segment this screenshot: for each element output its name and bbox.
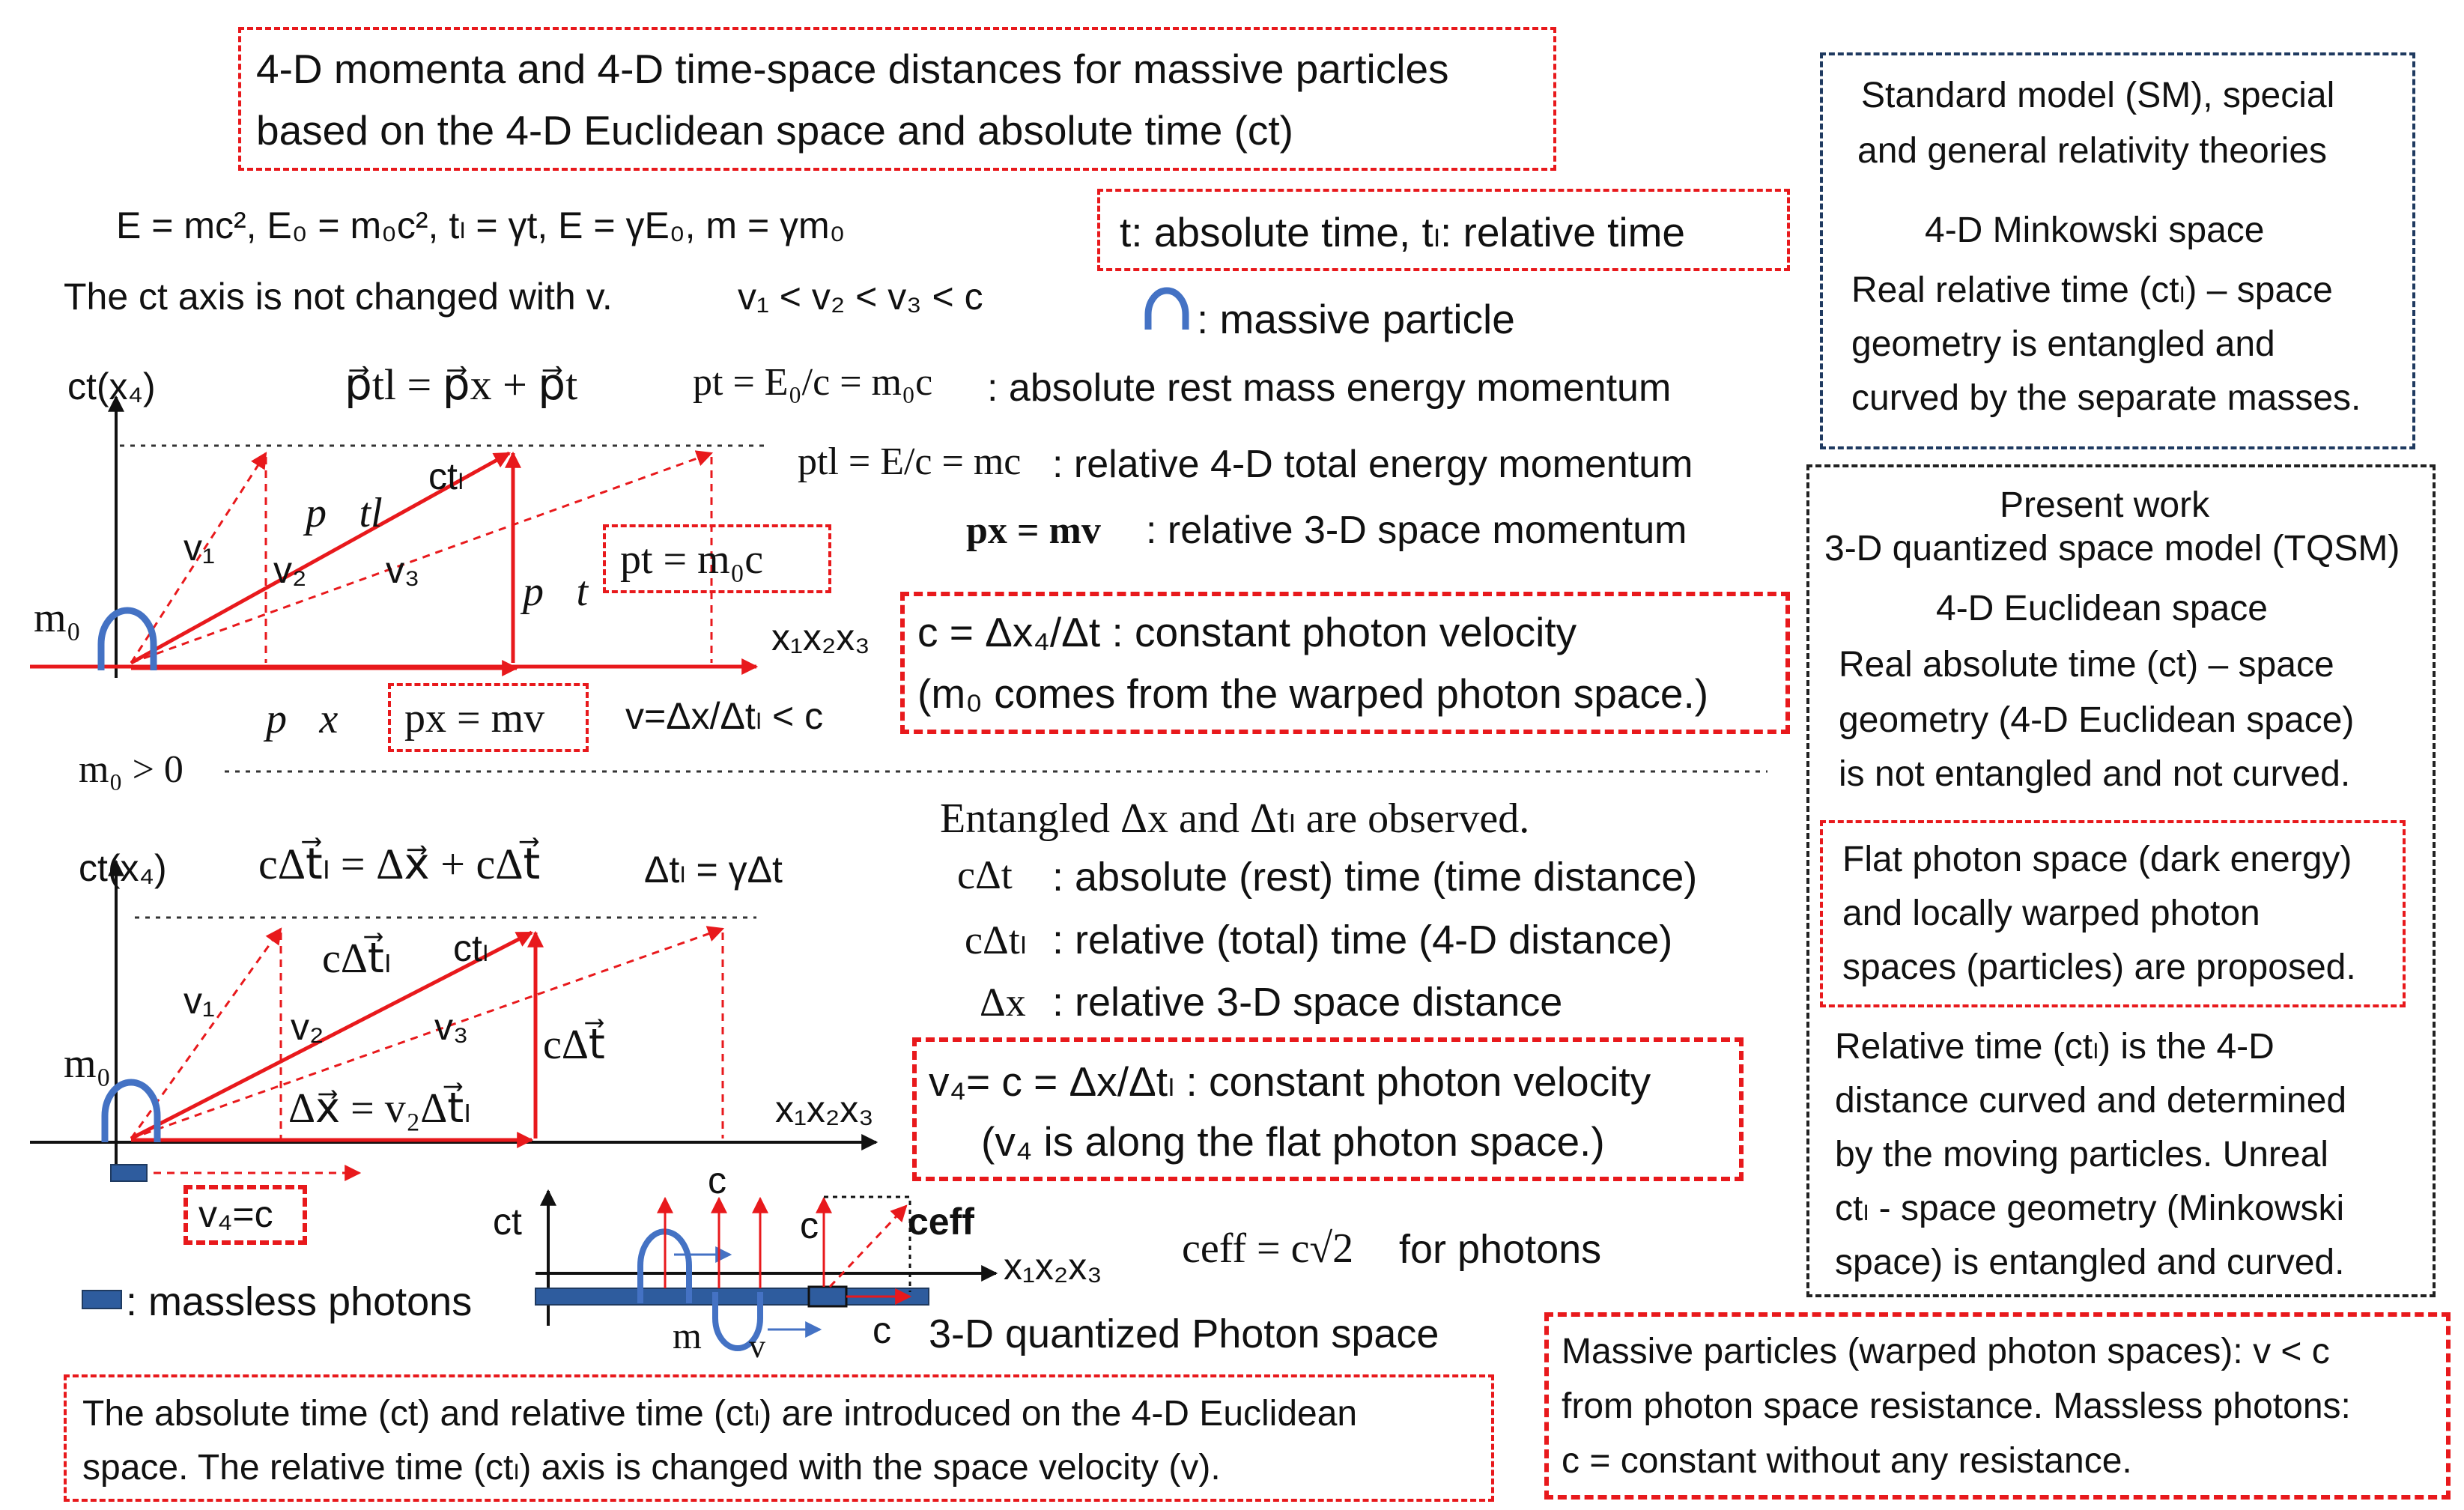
rel-time-symbol: cΔtₗ <box>965 918 1027 962</box>
present-line-5: geometry (4-D Euclidean space) <box>1839 700 2355 740</box>
massive-particle-legend-icon <box>1148 291 1186 330</box>
present-inner-line-1: Flat photon space (dark energy) <box>1842 840 2352 879</box>
massive-particle-legend: : massive particle <box>1197 296 1515 342</box>
v4-line-2: (v₄ is along the flat photon space.) <box>981 1118 1605 1165</box>
v4-line-1: v₄= c = Δx/Δtₗ : constant photon velocity <box>929 1058 1651 1105</box>
rel-time-description: : relative (total) time (4-D distance) <box>1052 918 1673 962</box>
ceff-equation: ceff = c√2 <box>1182 1225 1354 1272</box>
massive-box-line-2: from photon space resistance. Massless photons: <box>1562 1386 2351 1426</box>
photon-diagram-x-axis-label: x₁x₂x₃ <box>1004 1246 1102 1288</box>
diagram1-v1-label: v₁ <box>183 527 215 568</box>
diagram1-v-relation: v=Δx/Δtₗ < c <box>625 695 824 737</box>
present-line-8: distance curved and determined <box>1835 1081 2347 1121</box>
photon-space-label: 3-D quantized Photon space <box>929 1312 1439 1356</box>
diagram1-ptl-label: p⃗tl <box>306 490 383 536</box>
photon-ceff-label: ceff <box>908 1201 974 1243</box>
present-inner-line-2: and locally warped photon <box>1842 894 2260 933</box>
diagram2-cdt-label: cΔt⃗ <box>543 1022 605 1068</box>
abs-time-symbol: cΔt <box>957 852 1013 897</box>
ct-axis-note: The ct axis is not changed with v. <box>64 276 613 318</box>
diagram2-dx-label: Δx⃗ = v₂Δt⃗ₗ <box>288 1085 471 1132</box>
present-inner-line-3: spaces (particles) are proposed. <box>1842 947 2356 987</box>
space-distance-description: : relative 3-D space distance <box>1052 980 1563 1025</box>
entangled-heading: Entangled Δx and Δtₗ are observed. <box>940 795 1530 842</box>
present-line-9: by the moving particles. Unreal <box>1835 1135 2328 1174</box>
photon-diagram-ct-label: ct <box>493 1201 522 1243</box>
present-line-11: space) is entangled and curved. <box>1835 1243 2345 1282</box>
present-line-3: 4-D Euclidean space <box>1936 589 2268 628</box>
diagram1-v2-label: v₂ <box>273 549 307 591</box>
diagram2-v2-label: v₂ <box>291 1006 324 1048</box>
title-line-1: 4-D momenta and 4-D time-space distances for massive particles <box>256 46 1449 92</box>
sm-line-3: 4-D Minkowski space <box>1925 210 2265 250</box>
massive-box-line-3: c = constant without any resistance. <box>1562 1441 2132 1481</box>
photon-ceff-guide <box>824 1197 910 1292</box>
sm-line-5: geometry is entangled and <box>1851 324 2275 364</box>
ptl-equation: ptl = E/c = mc <box>798 440 1022 483</box>
velocity-order: v₁ < v₂ < v₃ < c <box>738 276 983 318</box>
abs-time-description: : absolute (rest) time (time distance) <box>1052 855 1698 900</box>
diagram2-x-axis-label: x₁x₂x₃ <box>775 1088 874 1130</box>
diagram2-v3-label: v₃ <box>434 1006 469 1048</box>
px-equation: px = mv <box>966 509 1101 552</box>
photon-m-label: m <box>673 1315 702 1356</box>
diagram1-y-axis-label: ct(x₄) <box>67 366 156 407</box>
diagram1-x-axis-label: x₁x₂x₃ <box>771 616 870 658</box>
diagram2-y-axis-label: ct(x₄) <box>79 847 167 889</box>
momentum-sum: p⃗tl = p⃗x + p⃗t <box>345 360 578 409</box>
sm-line-6: curved by the separate masses. <box>1851 378 2361 418</box>
present-line-10: ctₗ - space geometry (Minkowski <box>1835 1189 2345 1228</box>
photon-velocity-line-2: (m₀ comes from the warped photon space.) <box>917 670 1709 717</box>
diagram1-pt-box-label: pt = m₀c <box>620 536 764 583</box>
pt-equation: pt = E₀/c = m₀c <box>693 361 933 404</box>
massless-photon-legend: : massless photons <box>126 1279 473 1324</box>
diagram1-px-label: p⃗x <box>266 696 339 742</box>
photon-c-right-label: c <box>873 1309 891 1351</box>
massless-photon-legend-icon <box>82 1291 121 1309</box>
diagram2-v4-box-label: v₄=c <box>198 1193 273 1235</box>
present-line-6: is not entangled and not curved. <box>1839 754 2351 794</box>
pt-description: : absolute rest mass energy momentum <box>987 366 1672 410</box>
diagram2-photon-block <box>111 1165 147 1181</box>
px-description: : relative 3-D space momentum <box>1146 509 1687 552</box>
diagram1-v3-label: v₃ <box>386 549 420 591</box>
space-distance-symbol: Δx <box>980 980 1026 1025</box>
photon-c-top-label: c <box>708 1159 726 1201</box>
photon-velocity-line-1: c = Δx₄/Δt : constant photon velocity <box>917 609 1577 655</box>
diagram1-ctl-label: ctₗ <box>428 455 464 497</box>
diagram2-cdtl-label: cΔt⃗ₗ <box>322 936 392 982</box>
sm-line-2: and general relativity theories <box>1857 131 2328 171</box>
bottom-left-line-1: The absolute time (ct) and relative time (ctₗ) are introduced on the 4-D Euclidean <box>82 1394 1358 1434</box>
ceff-description: for photons <box>1399 1227 1602 1272</box>
diagram2-m0-label: m₀ <box>64 1040 112 1087</box>
photon-block-small <box>809 1287 846 1306</box>
ptl-description: : relative 4-D total energy momentum <box>1052 443 1693 486</box>
bottom-left-line-2: space. The relative time (ctₗ) axis is changed with the space velocity (v). <box>82 1448 1221 1488</box>
diagram2-ctl-label: ctₗ <box>453 927 489 969</box>
present-line-7: Relative time (ctₗ) is the 4-D <box>1835 1027 2275 1067</box>
diagram1-massive-particle-icon <box>101 610 154 670</box>
present-line-4: Real absolute time (ct) – space <box>1839 645 2334 685</box>
diagram2-sum-equation: cΔt⃗ₗ = Δx⃗ + cΔt⃗ <box>258 840 541 888</box>
title-line-2: based on the 4-D Euclidean space and absolute time (ct) <box>256 107 1293 154</box>
present-line-1: Present work <box>2000 485 2210 525</box>
diagram1-m0-label: m₀ <box>34 595 82 641</box>
massive-box-line-1: Massive particles (warped photon spaces): v < c <box>1562 1332 2330 1371</box>
mass-energy-equations: E = mc², E₀ = m₀c², tₗ = γt, E = γE₀, m = γm₀ <box>116 204 846 246</box>
diagram2-v1-label: v₁ <box>183 980 215 1022</box>
present-line-2: 3-D quantized space model (TQSM) <box>1824 529 2400 568</box>
mass-condition: m₀ > 0 <box>79 748 183 791</box>
photon-c-mid-label: c <box>800 1204 819 1246</box>
photon-v-label: v <box>749 1328 765 1365</box>
diagram1-pt-label: p⃗t <box>523 568 589 615</box>
diagram2-dilation: Δtₗ = γΔt <box>644 849 783 891</box>
diagram1-px-box-label: px = mv <box>404 695 545 742</box>
time-definition: t: absolute time, tₗ: relative time <box>1120 209 1685 255</box>
sm-line-1: Standard model (SM), special <box>1861 76 2335 115</box>
sm-line-4: Real relative time (ctₗ) – space <box>1851 270 2333 310</box>
